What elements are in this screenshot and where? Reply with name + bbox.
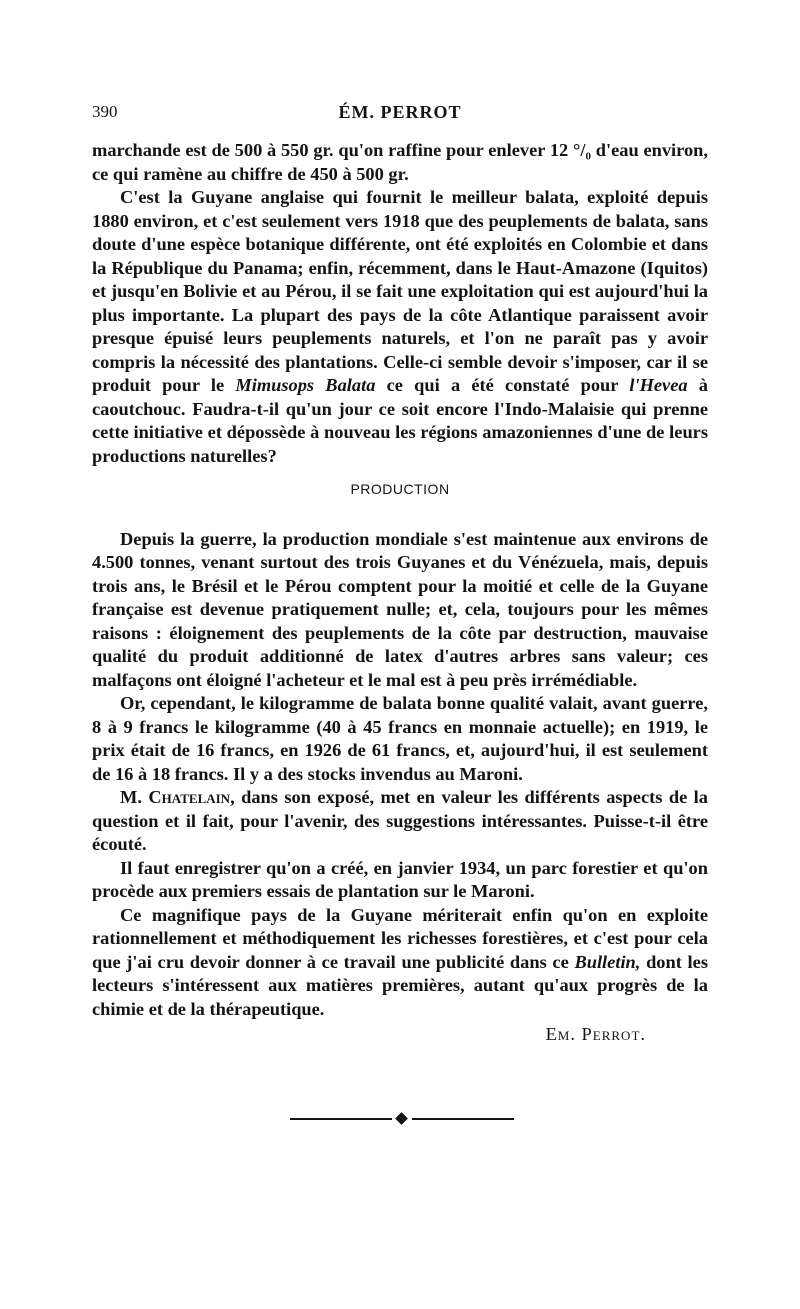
paragraph-prices: Or, cependant, le kilogramme de balata bonne qualité valait, avant guerre, 8 à 9 francs le kilogramme (40 à 45 francs en monnaie actuelle); en 1919, le prix était de 16 francs, en 1926 de 61 francs, et, aujourd'hui, il est seulement de 16 à 18 francs. Il y a des stocks invendus au Maroni. xyxy=(92,693,708,784)
paragraph-production: Depuis la guerre, la production mondiale s'est maintenue aux environs de 4.500 tonnes, venant surtout des trois Guyanes et du Vénézuela, mais, depuis trois ans, le Brésil et le Pérou comptent pour la moitié et celle de la Guyane française est devenue pratiquement nulle; et, cela, toujours pour les mêmes raisons : éloignement des peuplements de la côte par destruction, mauvaise qualité du produit additionné de latex d'autres arbres sans valeur; ces malfaçons ont éloigné l'acheteur et le mal est à peu près irrémédiable. xyxy=(92,528,708,690)
ornament-rule-right xyxy=(412,1118,514,1120)
text-segment: ce qui a été constaté pour xyxy=(386,375,619,395)
page-number: 390 xyxy=(92,102,118,121)
text-segment: à caoutchouc. Faudra-t-il qu'un jour ce soit encore l'Indo-Malaisie qui prenne cette initiative et dépossède à nouveau les régions amazoniennes d'une de leurs productions naturelles? xyxy=(92,375,708,466)
italic-term-bulletin: Bulletin, xyxy=(574,951,641,972)
author-name: M. Chatelain, xyxy=(120,787,235,807)
section-title: PRODUCTION xyxy=(350,481,450,497)
text-segment: dont les lecteurs s'intéressent aux matières premières, autant qu'aux progrès de la chimie et de la thérapeutique. xyxy=(92,951,708,1019)
running-head: ÉM. PERROT xyxy=(338,102,462,122)
italic-term-mimusops: Mimusops Balata xyxy=(235,375,376,395)
ornament-rule-left xyxy=(290,1118,392,1120)
paragraph-conclusion xyxy=(92,904,708,1022)
text-segment: C'est la Guyane anglaise qui fournit le meilleur balata, exploité depuis 1880 environ, et c'est seulement vers 1918 que des peuplements de balata, sans doute d'une espèce botanique différente, ont été exploités en Colombie et dans la République du Panama; enfin, récemment, dans le Haut-Amazone (Iquitos) et jusqu'en Bolivie et au Pérou, il se fait une exploitation qui est aujourd'hui la plus importante. La plupart des pays de la côte Atlantique paraissent avoir presque épuisé leurs peuplements naturels, et l'on ne paraît pas y avoir compris la nécessité des plantations. Celle-ci semble devoir s'imposer, car il se produit pour le xyxy=(92,187,708,395)
text-segment: Ce magnifique pays de la Guyane mériterait enfin qu'on en exploite rationnellement et méthodiquement les richesses forestières, et c'est pour cela que j'ai cru devoir donner à ce travail une publicité dans ce xyxy=(92,904,708,972)
ornament-diamond xyxy=(395,1112,408,1125)
paragraph-guyane-balata xyxy=(92,186,708,468)
diamond-rule-ornament-icon xyxy=(290,1112,514,1126)
italic-term-hevea: l'Hevea xyxy=(629,375,688,395)
body-text xyxy=(92,139,708,1047)
text-segment: dans son exposé, met en valeur les différents aspects de la question et il fait, pour l'avenir, des suggestions intéressantes. Puisse-t-il être écouté. xyxy=(92,787,708,854)
paragraph-chatelain xyxy=(92,786,708,857)
paragraph-continuation: marchande est de 500 à 550 gr. qu'on raffine pour enlever 12 °/₀ d'eau environ, ce qui ramène au chiffre de 450 à 500 gr. xyxy=(92,140,708,184)
signature: Em. Perrot. xyxy=(545,1024,646,1044)
paragraph-parc-forestier: Il faut enregistrer qu'on a créé, en janvier 1934, un parc forestier et qu'on procède aux premiers essais de plantation sur le Maroni. xyxy=(92,857,708,901)
page-header xyxy=(92,102,708,128)
